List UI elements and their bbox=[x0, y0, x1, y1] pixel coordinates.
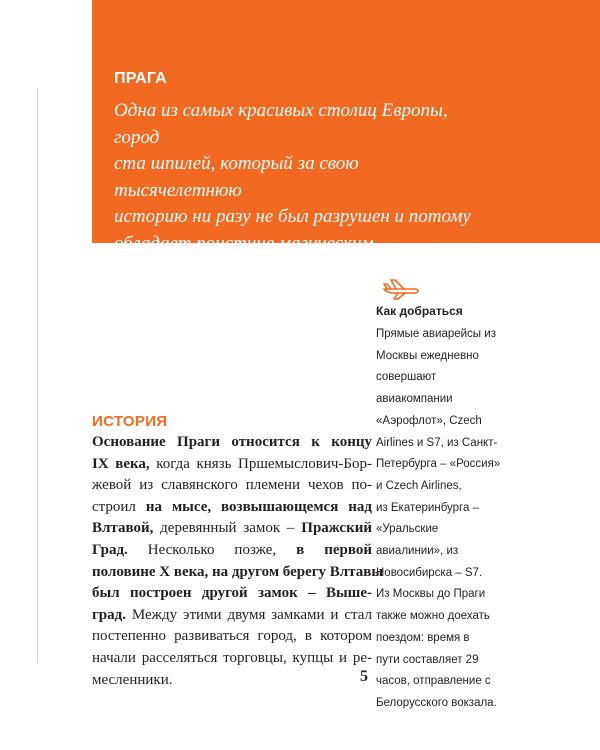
sidebar-line: Airlines и S7, из Санкт- bbox=[376, 436, 498, 449]
sidebar-line: часов, отправление с bbox=[376, 675, 491, 688]
text-line: месленники. bbox=[92, 671, 173, 688]
lead-line: историю ни разу не был разрушен и потому bbox=[114, 206, 471, 227]
sidebar-line: из Екатеринбурга – bbox=[376, 501, 479, 514]
sidebar-line: Петербурга – «Россия» bbox=[376, 458, 501, 471]
sidebar-line: Из Москвы до Праги bbox=[376, 588, 486, 601]
text-line: Град. Несколько позже, в первой bbox=[92, 541, 372, 558]
history-paragraph bbox=[92, 432, 384, 691]
text-line: был построен другой замок – Выше- bbox=[92, 585, 372, 602]
text-line: половине X века, на другом берегу Влтавы bbox=[92, 563, 384, 580]
sidebar-line: и Czech Airlines, bbox=[376, 479, 462, 492]
sidebar-line: авиалинии», из bbox=[376, 545, 459, 558]
margin-rule bbox=[37, 88, 38, 663]
sidebar-line: «Аэрофлот», Czech bbox=[376, 414, 482, 427]
text-line: постепенно развиваться город, в котором bbox=[92, 628, 372, 645]
page-number: 5 bbox=[360, 668, 368, 685]
lead-line: подлинной старины bbox=[114, 285, 276, 307]
sidebar-line: пути составляет 29 bbox=[376, 653, 479, 666]
airplane-icon bbox=[381, 278, 419, 300]
sidebar-line: Прямые авиарейсы из bbox=[376, 328, 496, 340]
text-line: IX века, когда князь Пршемыслович-Бор- bbox=[92, 455, 372, 472]
section-title: ИСТОРИЯ bbox=[92, 413, 168, 430]
sidebar-line: Белорусского вокзала. bbox=[376, 696, 497, 709]
text-line: строил на мысе, возвышающемся над bbox=[92, 498, 372, 515]
text-line: град. Между этими двумя замками и стал bbox=[92, 606, 372, 623]
text-line: Влтавой, деревянный замок – Пражский bbox=[92, 520, 372, 537]
page-title: ПРАГА bbox=[114, 70, 167, 87]
lead-paragraph bbox=[114, 98, 474, 310]
sidebar-line: Москвы ежедневно bbox=[376, 349, 479, 362]
sidebar-line: поездом: время в bbox=[376, 631, 470, 644]
text-line: начали расселяться торговцы, купцы и ре- bbox=[92, 649, 372, 666]
lead-line: обладает поистине магическим очарованием bbox=[114, 232, 374, 280]
sidebar-line: совершают bbox=[376, 371, 437, 384]
sidebar-line: также можно доехать bbox=[376, 610, 490, 623]
sidebar-text bbox=[376, 324, 510, 715]
text-line: Основание Праги относится к концу bbox=[92, 434, 372, 450]
sidebar-title: Как добраться bbox=[376, 304, 463, 318]
sidebar-line: Новосибирска – S7. bbox=[376, 566, 483, 579]
sidebar-line: «Уральские bbox=[376, 523, 439, 536]
sidebar-line: авиакомпании bbox=[376, 393, 453, 406]
lead-line: ста шпилей, который за свою тысячелетнюю bbox=[114, 153, 359, 201]
lead-line: Одна из самых красивых столиц Европы, город bbox=[114, 100, 448, 148]
text-line: жевой из славянского племени чехов по- bbox=[92, 477, 372, 494]
